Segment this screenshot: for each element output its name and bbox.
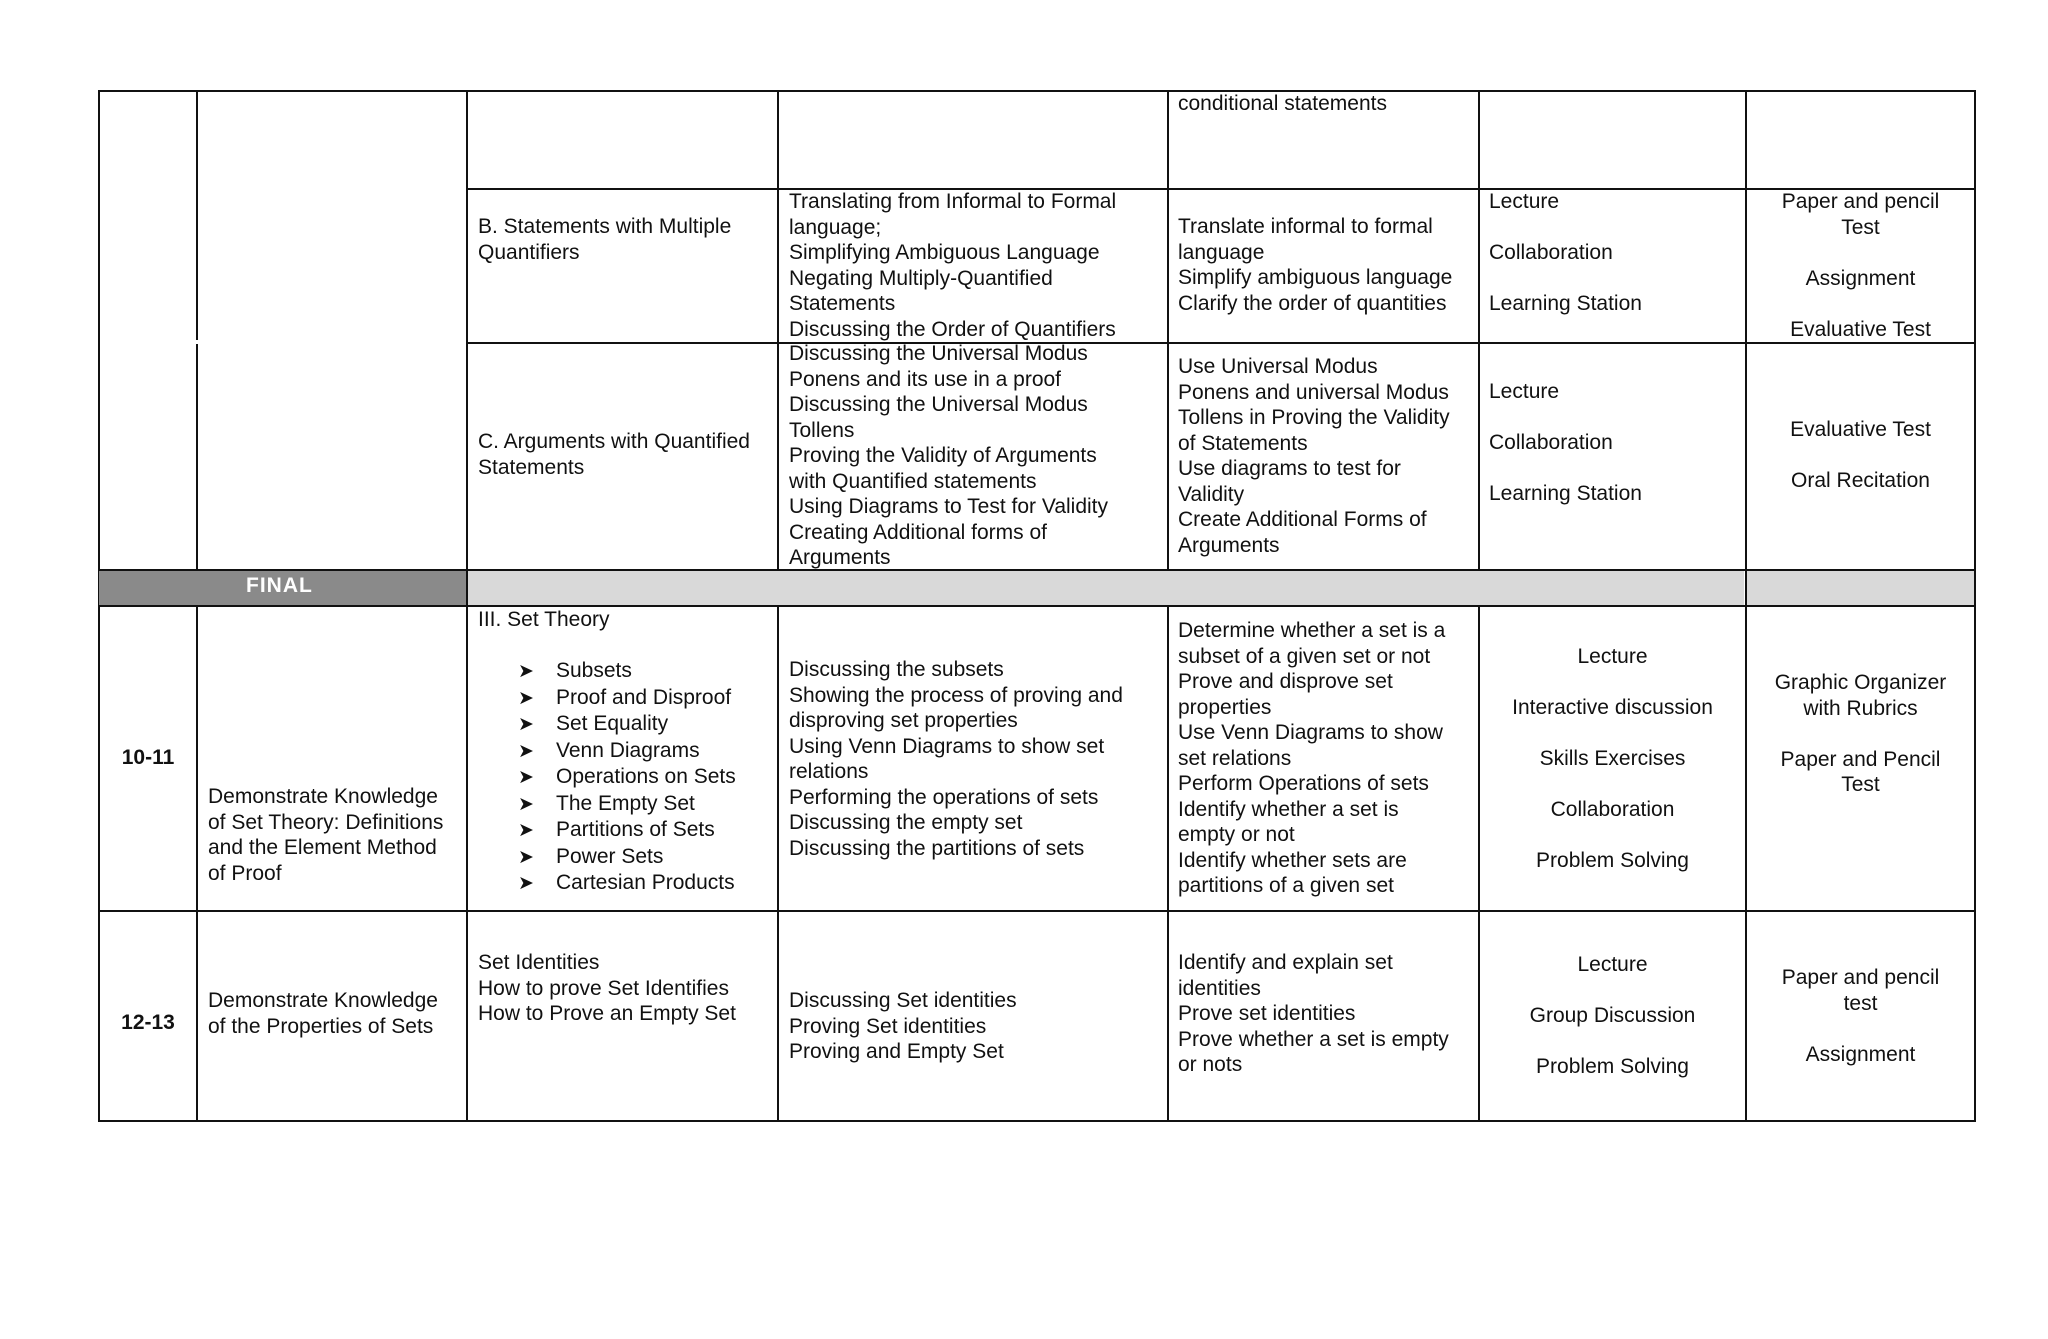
arrow-bullet-icon: ➤ bbox=[518, 793, 534, 815]
r4-assessment: Graphic Organizer with Rubrics Paper and Pencil Test bbox=[1774, 671, 1947, 796]
arrow-bullet-icon: ➤ bbox=[518, 767, 534, 788]
r4-topic bbox=[478, 607, 736, 897]
r3-outcomes: Use Universal Modus Ponens and universal Modus Tollens in Proving the Validity of Statements Use diagrams to test for Validity Create Additional Forms of Arguments bbox=[1178, 355, 1450, 557]
arrow-bullet-icon: ➤ bbox=[518, 687, 534, 709]
r3-topic: C. Arguments with Quantified Statements bbox=[478, 430, 750, 479]
r2-assessment: Paper and pencil Test Assignment Evaluative Test bbox=[1781, 190, 1940, 341]
arrow-bullet-icon: ➤ bbox=[518, 740, 534, 762]
r2-topic: B. Statements with Multiple Quantifiers bbox=[478, 215, 732, 264]
list-item: ➤ Partitions of Sets bbox=[478, 817, 736, 844]
arrow-bullet-icon: ➤ bbox=[518, 714, 534, 735]
r4-content: Discussing the subsets Showing the process of proving and disproving set properties Using Venn Diagrams to show set relations Performing the operations of sets Discussing the empty set Discussing the partitions of sets bbox=[789, 658, 1123, 860]
r3-strategies: Lecture Collaboration Learning Station bbox=[1489, 380, 1642, 505]
final-section-label: FINAL bbox=[246, 574, 313, 597]
r2-strategies: Lecture Collaboration Learning Station bbox=[1489, 190, 1642, 315]
r5-strategies: Lecture Group Discussion Problem Solving bbox=[1529, 953, 1696, 1078]
r3-assessment: Evaluative Test Oral Recitation bbox=[1790, 418, 1931, 492]
r4-topic-title: III. Set Theory bbox=[478, 608, 610, 631]
list-item: ➤ Venn Diagrams bbox=[478, 738, 736, 765]
list-item: ➤ Subsets bbox=[478, 658, 736, 685]
r5-topic: Set Identities How to prove Set Identifies How to Prove an Empty Set bbox=[478, 951, 736, 1025]
list-item: ➤ Proof and Disproof bbox=[478, 685, 736, 712]
list-item: ➤ Power Sets bbox=[478, 844, 736, 871]
r4-week: 10-11 bbox=[121, 746, 175, 769]
r2-content: Translating from Informal to Formal language; Simplifying Ambiguous Language Negating Multiply-Quantified Statements Discussing the Order of Quantifiers bbox=[789, 190, 1117, 341]
r2-outcomes: Translate informal to formal language Simplify ambiguous language Clarify the order of quantities bbox=[1178, 215, 1453, 315]
r4-goal: Demonstrate Knowledge of Set Theory: Definitions and the Element Method of Proof bbox=[208, 785, 444, 885]
list-item: ➤ Cartesian Products bbox=[478, 870, 736, 897]
arrow-bullet-icon: ➤ bbox=[518, 661, 534, 682]
list-item: ➤ Set Equality bbox=[478, 711, 736, 738]
arrow-bullet-icon: ➤ bbox=[518, 820, 534, 841]
r5-content: Discussing Set identities Proving Set identities Proving and Empty Set bbox=[789, 989, 1017, 1063]
arrow-bullet-icon: ➤ bbox=[518, 873, 534, 894]
r5-goal: Demonstrate Knowledge of the Properties of Sets bbox=[208, 989, 438, 1038]
arrow-bullet-icon: ➤ bbox=[518, 846, 534, 868]
r1-activities-tail: conditional statements bbox=[1178, 92, 1387, 115]
r4-strategies: Lecture Interactive discussion Skills Exercises Collaboration Problem Solving bbox=[1512, 645, 1713, 872]
r3-content: Discussing the Universal Modus Ponens and its use in a proof Discussing the Universal Modus Tollens Proving the Validity of Arguments with Quantified statements Using Diagrams to Test for Validity Creating Additional forms of Arguments bbox=[789, 342, 1109, 569]
final-section-fill-end bbox=[1747, 571, 1974, 605]
final-section-fill bbox=[468, 571, 1744, 605]
r4-outcomes: Determine whether a set is a subset of a given set or not Prove and disprove set properties Use Venn Diagrams to show set relations Perform Operations of sets Identify whether a set is empty or not Identify whether sets are partitions of a given set bbox=[1178, 619, 1446, 897]
list-item: ➤ Operations on Sets bbox=[478, 764, 736, 791]
list-item: ➤ The Empty Set bbox=[478, 791, 736, 818]
r5-week: 12-13 bbox=[121, 1011, 175, 1034]
r4-topic-list bbox=[478, 658, 736, 897]
r5-outcomes: Identify and explain set identities Prove set identities Prove whether a set is empty or nots bbox=[1178, 951, 1449, 1076]
r5-assessment: Paper and pencil test Assignment bbox=[1781, 966, 1940, 1066]
